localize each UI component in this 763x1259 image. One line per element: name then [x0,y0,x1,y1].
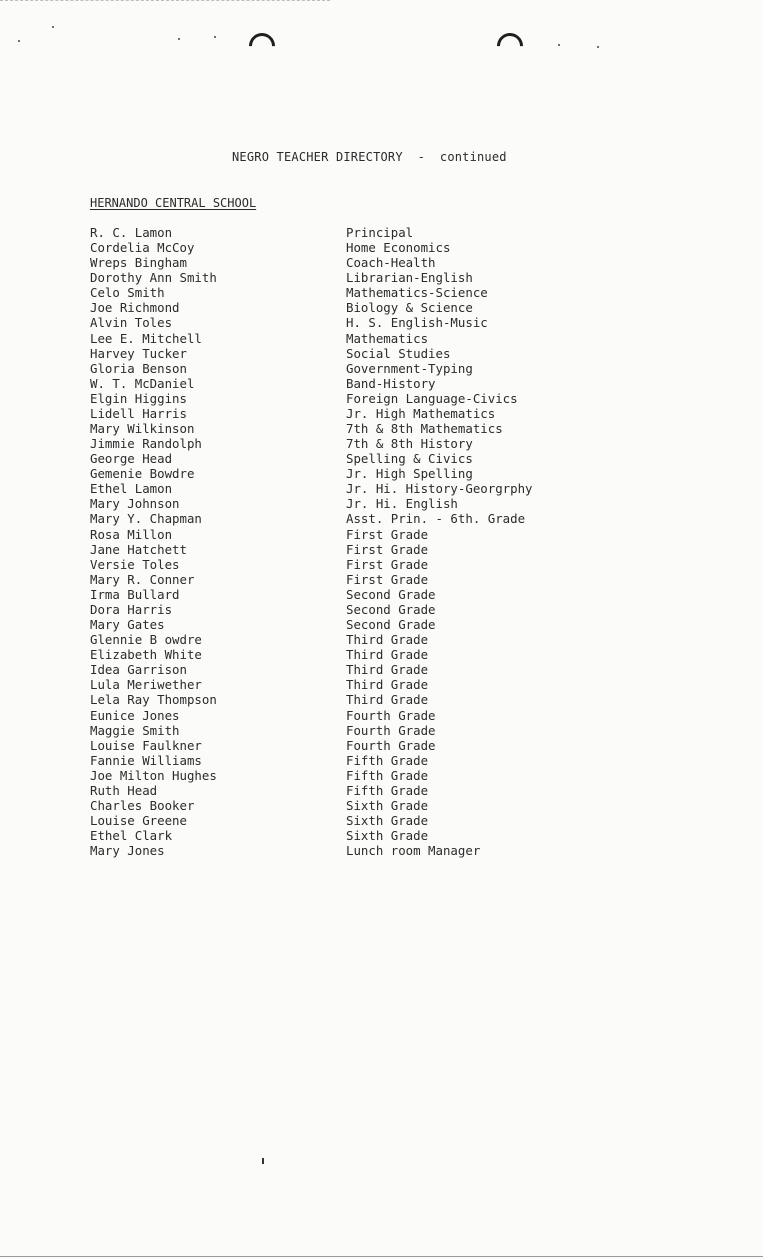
staff-position: Coach-Health [346,255,436,271]
staff-position: First Grade [346,556,429,572]
staff-name: Maggie Smith [90,722,180,738]
staff-position: Fifth Grade [346,752,429,768]
staff-position: Third Grade [346,632,429,648]
staff-position: Band-History [346,375,436,391]
staff-name: Rosa Millon [90,526,173,542]
staff-name: Wreps Bingham [90,255,187,271]
staff-row [0,376,763,391]
staff-name: Glennie B owdre [90,632,202,648]
staff-name: Mary Gates [90,617,165,633]
scan-speck [558,44,560,46]
staff-position: Sixth Grade [346,813,429,829]
staff-row [0,496,763,511]
staff-position: Jr. High Mathematics [346,405,496,421]
staff-name: W. T. McDaniel [90,375,195,391]
staff-row [0,798,763,813]
staff-name: Mary R. Conner [90,571,195,587]
staff-row [0,270,763,285]
staff-row [0,738,763,753]
staff-name: Joe Richmond [90,300,180,316]
school-heading: HERNANDO CENTRAL SCHOOL [90,196,257,210]
staff-name: Jane Hatchett [90,541,187,557]
staff-row [0,662,763,677]
staff-position: Second Grade [346,586,436,602]
staff-row [0,511,763,526]
staff-name: R. C. Lamon [90,225,173,240]
staff-position: Asst. Prin. - 6th. Grade [346,511,526,527]
staff-row [0,346,763,361]
staff-name: Mary Wilkinson [90,421,195,437]
staff-row [0,421,763,436]
staff-row [0,557,763,572]
staff-row [0,647,763,662]
staff-row [0,572,763,587]
scan-speck [214,36,216,38]
staff-row [0,708,763,723]
staff-row [0,768,763,783]
staff-position: Fourth Grade [346,737,436,753]
staff-row [0,542,763,557]
staff-name: Eunice Jones [90,707,180,723]
staff-row [0,813,763,828]
staff-name: Idea Garrison [90,662,187,678]
staff-row [0,451,763,466]
staff-row [0,677,763,692]
staff-name: Dorothy Ann Smith [90,270,217,286]
scan-speck [52,26,54,28]
staff-position: Jr. Hi. English [346,496,458,512]
staff-name: Versie Toles [90,556,180,572]
staff-row [0,828,763,843]
staff-name: Gloria Benson [90,360,187,376]
staff-position: Sixth Grade [346,797,429,813]
staff-row [0,285,763,300]
staff-position: Third Grade [346,647,429,663]
staff-row [0,315,763,330]
staff-position: Second Grade [346,617,436,633]
staff-name: Lela Ray Thompson [90,692,217,708]
staff-row [0,481,763,496]
staff-name: Mary Y. Chapman [90,511,202,527]
staff-position: 7th & 8th History [346,436,473,452]
staff-position: Social Studies [346,345,451,361]
staff-name: Louise Greene [90,813,187,829]
staff-position: H. S. English-Music [346,315,488,331]
staff-position: Fifth Grade [346,782,429,798]
staff-name: Ethel Clark [90,828,173,844]
scan-speck [597,46,599,48]
staff-name: Charles Booker [90,797,195,813]
staff-row [0,391,763,406]
staff-position: Government-Typing [346,360,473,376]
staff-name: Cordelia McCoy [90,240,195,256]
staff-position: Home Economics [346,240,451,256]
staff-name: Harvey Tucker [90,345,187,361]
binder-hole-left [244,28,281,65]
staff-position: Third Grade [346,677,429,693]
staff-name: Fannie Williams [90,752,202,768]
scan-speck [178,38,180,40]
staff-position: Third Grade [346,662,429,678]
staff-position: Mathematics [346,330,429,346]
staff-row [0,632,763,647]
staff-position: Third Grade [346,692,429,708]
staff-name: Irma Bullard [90,586,180,602]
staff-name: Lula Meriwether [90,677,202,693]
staff-position: Mathematics-Science [346,285,488,301]
staff-row [0,527,763,542]
staff-name: Ethel Lamon [90,481,173,497]
staff-name: George Head [90,451,173,467]
staff-row [0,587,763,602]
staff-position: Jr. High Spelling [346,466,473,482]
bottom-edge [0,1256,763,1257]
staff-name: Lee E. Mitchell [90,330,202,346]
scan-mark [262,1158,264,1164]
staff-roster [0,225,763,858]
staff-position: Fourth Grade [346,707,436,723]
staff-position: Spelling & Civics [346,451,473,467]
staff-row [0,361,763,376]
staff-name: Jimmie Randolph [90,436,202,452]
staff-row [0,240,763,255]
staff-name: Mary Jones [90,843,165,859]
staff-position: Biology & Science [346,300,473,316]
staff-position: 7th & 8th Mathematics [346,421,503,437]
top-perforation [0,0,330,1]
staff-row [0,783,763,798]
staff-position: Principal [346,225,414,240]
page-title: NEGRO TEACHER DIRECTORY - continued [232,150,507,164]
binder-hole-right [492,28,529,65]
staff-row [0,466,763,481]
staff-row [0,753,763,768]
staff-name: Gemenie Bowdre [90,466,195,482]
staff-position: Jr. Hi. History-Georgrphy [346,481,533,497]
staff-name: Mary Johnson [90,496,180,512]
staff-row [0,255,763,270]
staff-row [0,843,763,858]
staff-row [0,436,763,451]
staff-name: Ruth Head [90,782,158,798]
staff-position: Foreign Language-Civics [346,390,518,406]
staff-name: Celo Smith [90,285,165,301]
staff-row [0,602,763,617]
staff-name: Joe Milton Hughes [90,767,217,783]
staff-position: Librarian-English [346,270,473,286]
staff-row [0,225,763,240]
staff-row [0,617,763,632]
staff-row [0,723,763,738]
staff-position: Fourth Grade [346,722,436,738]
scan-speck [18,40,20,42]
staff-position: Fifth Grade [346,767,429,783]
staff-position: First Grade [346,541,429,557]
staff-position: Second Grade [346,601,436,617]
staff-name: Louise Faulkner [90,737,202,753]
staff-name: Elizabeth White [90,647,202,663]
staff-row [0,406,763,421]
staff-row [0,331,763,346]
staff-position: Sixth Grade [346,828,429,844]
staff-row [0,692,763,707]
staff-name: Alvin Toles [90,315,173,331]
staff-name: Lidell Harris [90,405,187,421]
staff-position: First Grade [346,526,429,542]
staff-name: Elgin Higgins [90,390,187,406]
staff-row [0,300,763,315]
staff-position: Lunch room Manager [346,843,481,859]
staff-name: Dora Harris [90,601,173,617]
staff-position: First Grade [346,571,429,587]
